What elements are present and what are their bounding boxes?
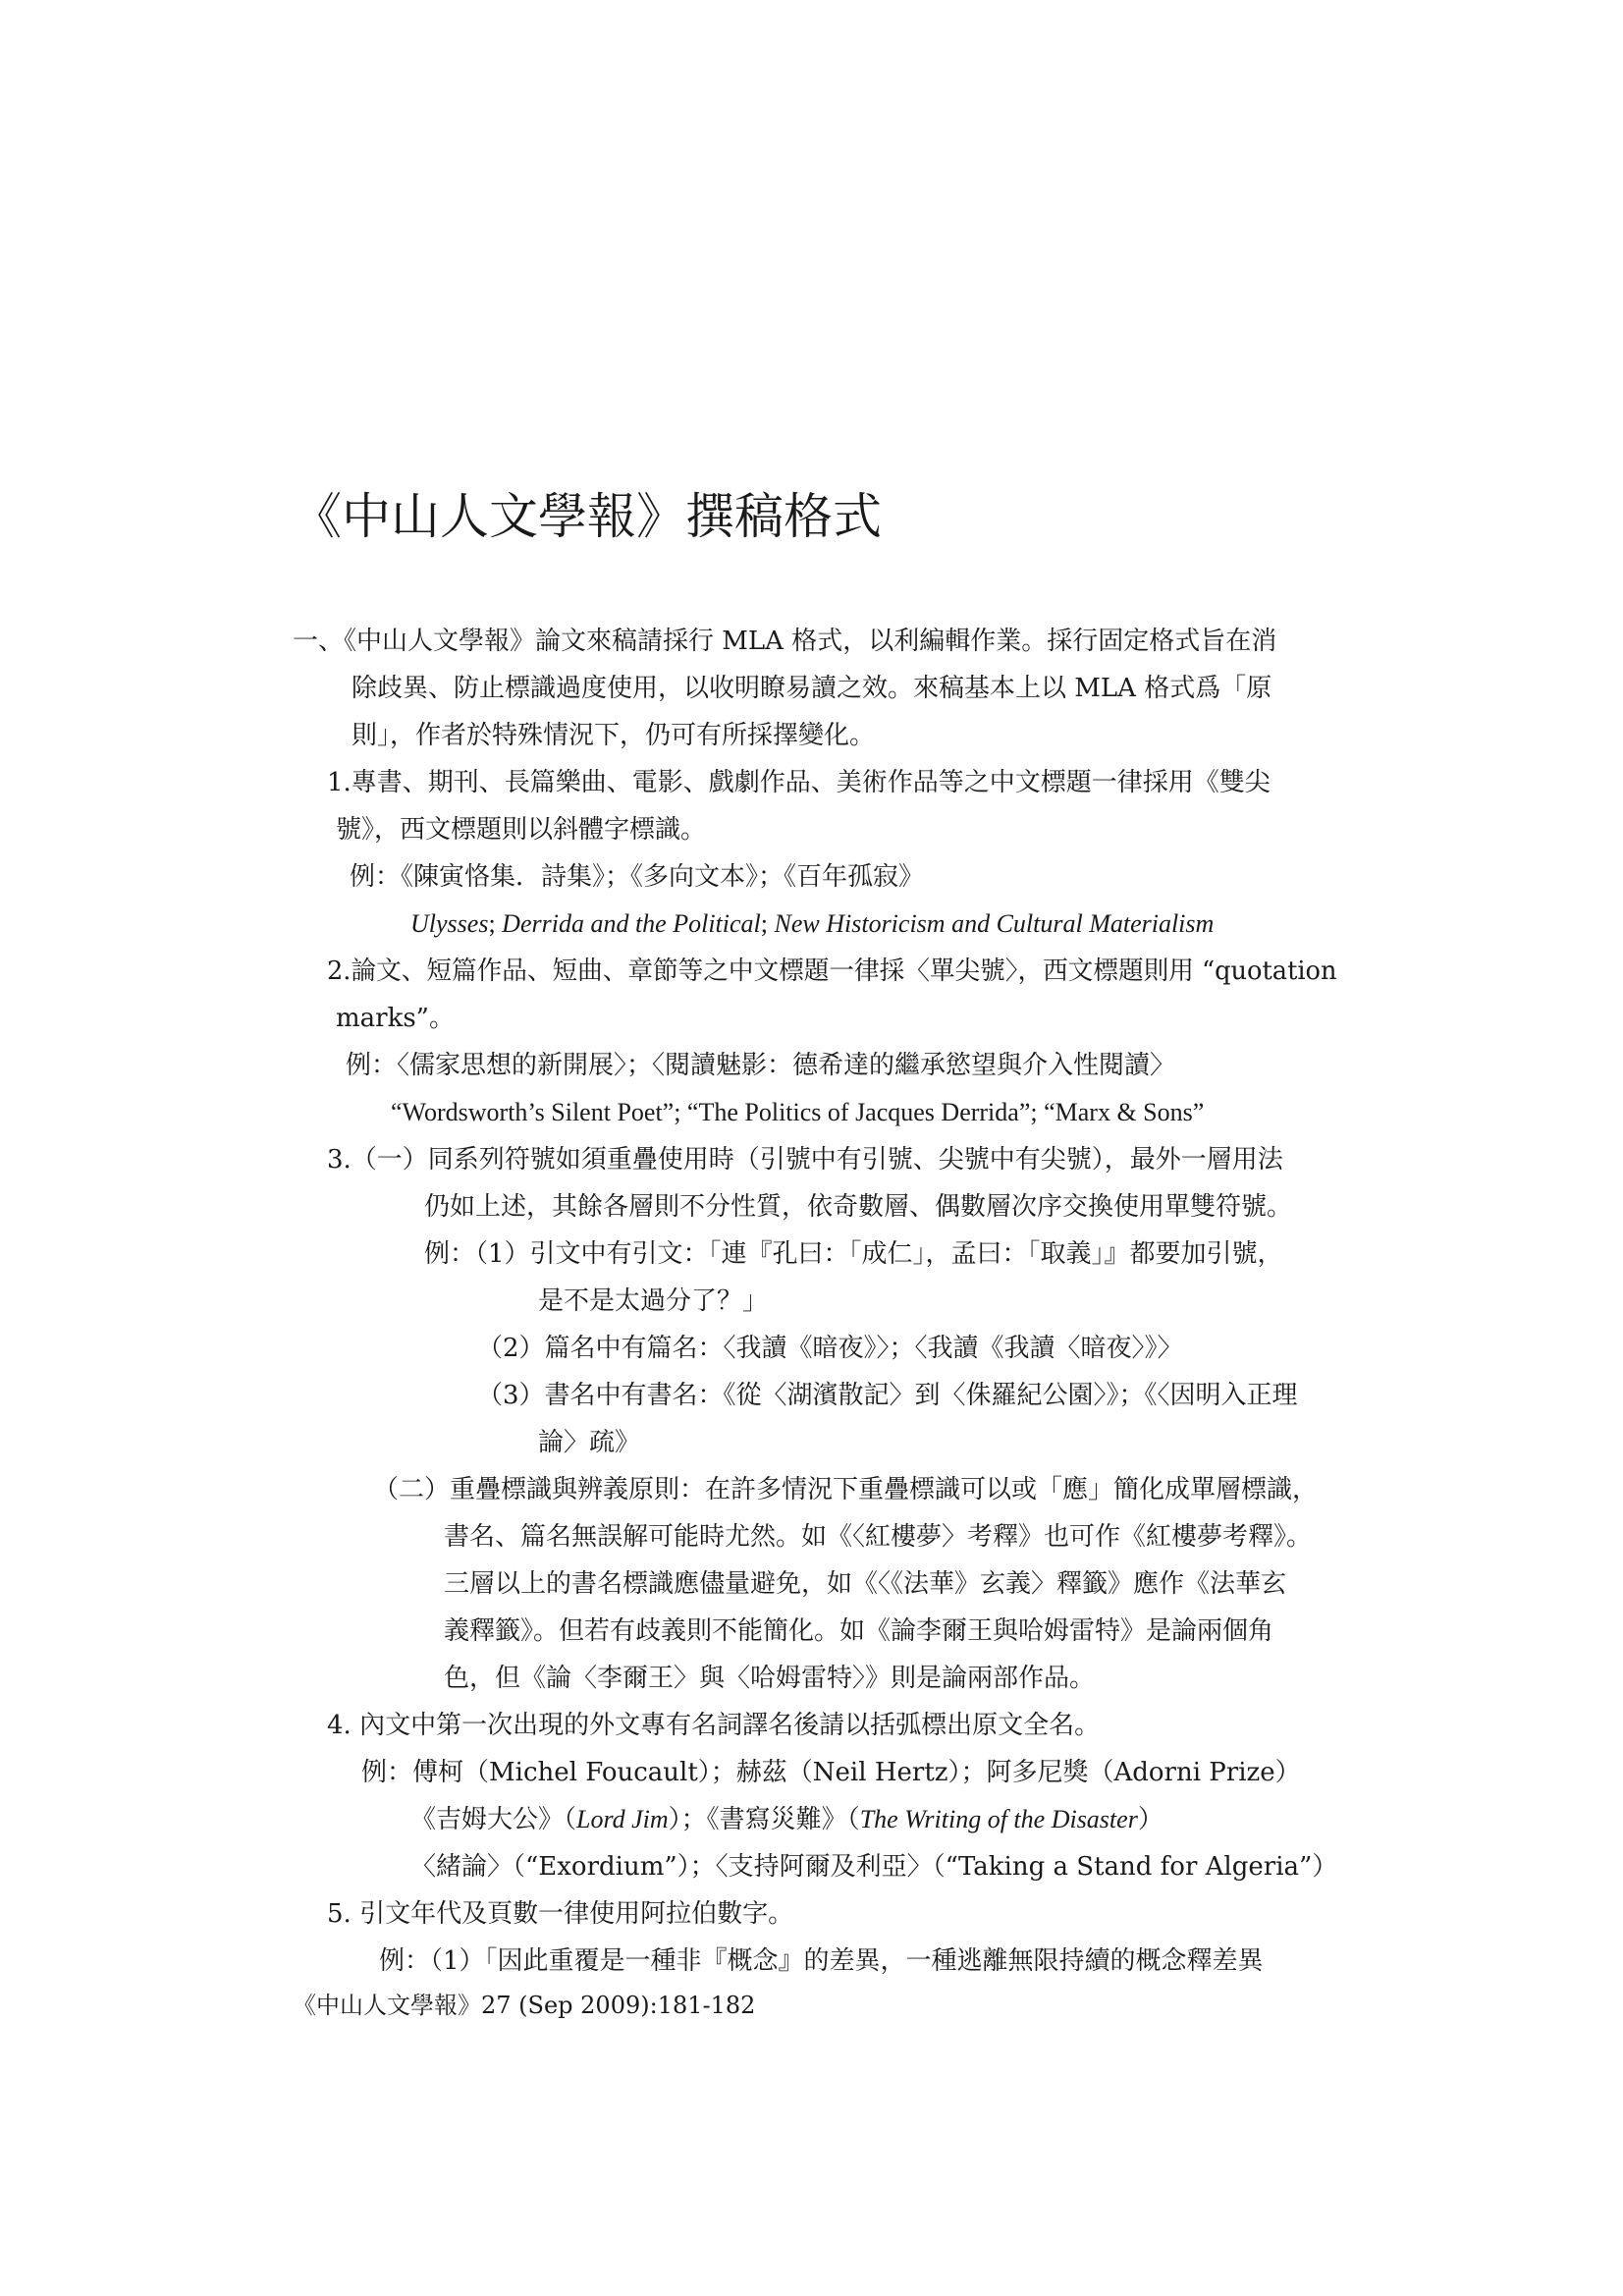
rule-3-2-line-1: （二）重疊標識與辨義原則：在許多情況下重疊標識可以或「應」簡化成單層標識， — [373, 1475, 1319, 1504]
rule-4-example-1: 例：傅柯（Michel Foucault）；赫茲（Neil Hertz）；阿多尼獎（Adorni Prize） — [361, 1758, 1301, 1787]
rule-2-line-1: 2.論文、短篇作品、短曲、章節等之中文標題一律採〈單尖號〉，西文標題則用 “quotation — [327, 957, 1337, 986]
text: ）；《書寫災難》（ — [668, 1805, 860, 1834]
title-new-historicism: New Historicism and Cultural Materialism — [774, 909, 1215, 938]
rule-3-2-line-2: 書名、篇名無誤解可能時尤然。如《〈紅樓夢〉考釋》也可作《紅樓夢考釋》。 — [444, 1522, 1313, 1552]
rule-3-1-line-2: 仍如上述，其餘各層則不分性質，依奇數層、偶數層次序交換使用單雙符號。 — [424, 1192, 1293, 1222]
title-writing-of-the-disaster: The Writing of the Disaster — [859, 1805, 1138, 1833]
rule-3-example-3-line-2: 論〉疏》 — [538, 1428, 641, 1457]
rule-1-example-chinese: 例：《陳寅恪集．詩集》；《多向文本》；《百年孤寂》 — [350, 862, 925, 892]
rule-1-line-1: 1.專書、期刊、長篇樂曲、電影、戲劇作品、美術作品等之中文標題一律採用《雙尖 — [327, 768, 1271, 797]
title-derrida-political: Derrida and the Political — [502, 909, 761, 938]
separator: ; — [760, 909, 775, 938]
page-title: 《中山人文學報》撰稿格式 — [293, 488, 882, 545]
rule-3-2-line-5: 色，但《論〈李爾王〉與〈哈姆雷特〉》則是論兩部作品。 — [444, 1664, 1096, 1693]
section-1-line-1: 一、《中山人文學報》論文來稿請採行 MLA 格式，以利編輯作業。採行固定格式旨在消 — [293, 627, 1277, 656]
text: ） — [1137, 1805, 1163, 1834]
section-1-line-2: 除歧異、防止標識過度使用，以收明瞭易讀之效。來稿基本上以 MLA 格式爲「原 — [352, 674, 1272, 703]
rule-3-2-line-3: 三層以上的書名標識應儘量避免，如《〈《法華》玄義〉釋籤》應作《法華玄 — [444, 1569, 1287, 1599]
rule-2-line-2: marks”。 — [336, 1004, 455, 1033]
rule-3-example-2: （2）篇名中有篇名：〈我讀《暗夜》〉；〈我讀《我讀〈暗夜〉》〉 — [477, 1334, 1183, 1363]
text: 《吉姆大公》（ — [410, 1805, 577, 1834]
separator: ; — [488, 909, 503, 938]
rule-1-example-western — [410, 906, 1214, 942]
rule-3-example-3-line-1: （3）書名中有書名：《從〈湖濱散記〉到〈侏羅紀公園〉》；《〈因明入正理 — [477, 1381, 1298, 1410]
rule-3-1-line-1: 3.（一）同系列符號如須重疊使用時（引號中有引號、尖號中有尖號），最外一層用法 — [327, 1145, 1283, 1175]
rule-5: 5. 引文年代及頁數一律使用阿拉伯數字。 — [327, 1899, 794, 1929]
rule-2-example-western: “Wordsworth’s Silent Poet”; “The Politics of Jacques Derrida”; “Marx & Sons” — [391, 1098, 1205, 1126]
rule-1-line-2: 號》，西文標題則以斜體字標識。 — [336, 815, 707, 845]
rule-4-example-2 — [410, 1802, 1163, 1837]
section-1-line-3: 則」，作者於特殊情況下，仍可有所採擇變化。 — [352, 721, 876, 750]
rule-3-2-line-4: 義釋籤》。但若有歧義則不能簡化。如《論李爾王與哈姆雷特》是論兩個角 — [444, 1616, 1274, 1646]
title-lord-jim: Lord Jim — [576, 1805, 669, 1833]
rule-4-example-3: 〈緒論〉（“Exordium”）；〈支持阿爾及利亞〉（“Taking a Stand for Algeria”） — [410, 1852, 1338, 1882]
rule-3-example-1-line-2: 是不是太過分了？」 — [538, 1286, 769, 1316]
rule-4: 4. 內文中第一次出現的外文專有名詞譯名後請以括弧標出原文全名。 — [327, 1711, 1101, 1740]
rule-5-example-1: 例：（1）「因此重覆是一種非『概念』的差異，一種逃離無限持續的概念釋差異 — [379, 1946, 1264, 1976]
title-ulysses: Ulysses — [410, 909, 489, 938]
rule-2-example-chinese: 例：〈儒家思想的新開展〉；〈閱讀魅影：德希達的繼承慾望與介入性閱讀〉 — [346, 1051, 1176, 1080]
page-footer: 《中山人文學報》27 (Sep 2009):181-182 — [293, 1992, 756, 2019]
rule-3-example-1-line-1: 例：（1）引文中有引文：「連『孔曰：「成仁」，孟曰：「取義」』都要加引號， — [424, 1239, 1283, 1269]
